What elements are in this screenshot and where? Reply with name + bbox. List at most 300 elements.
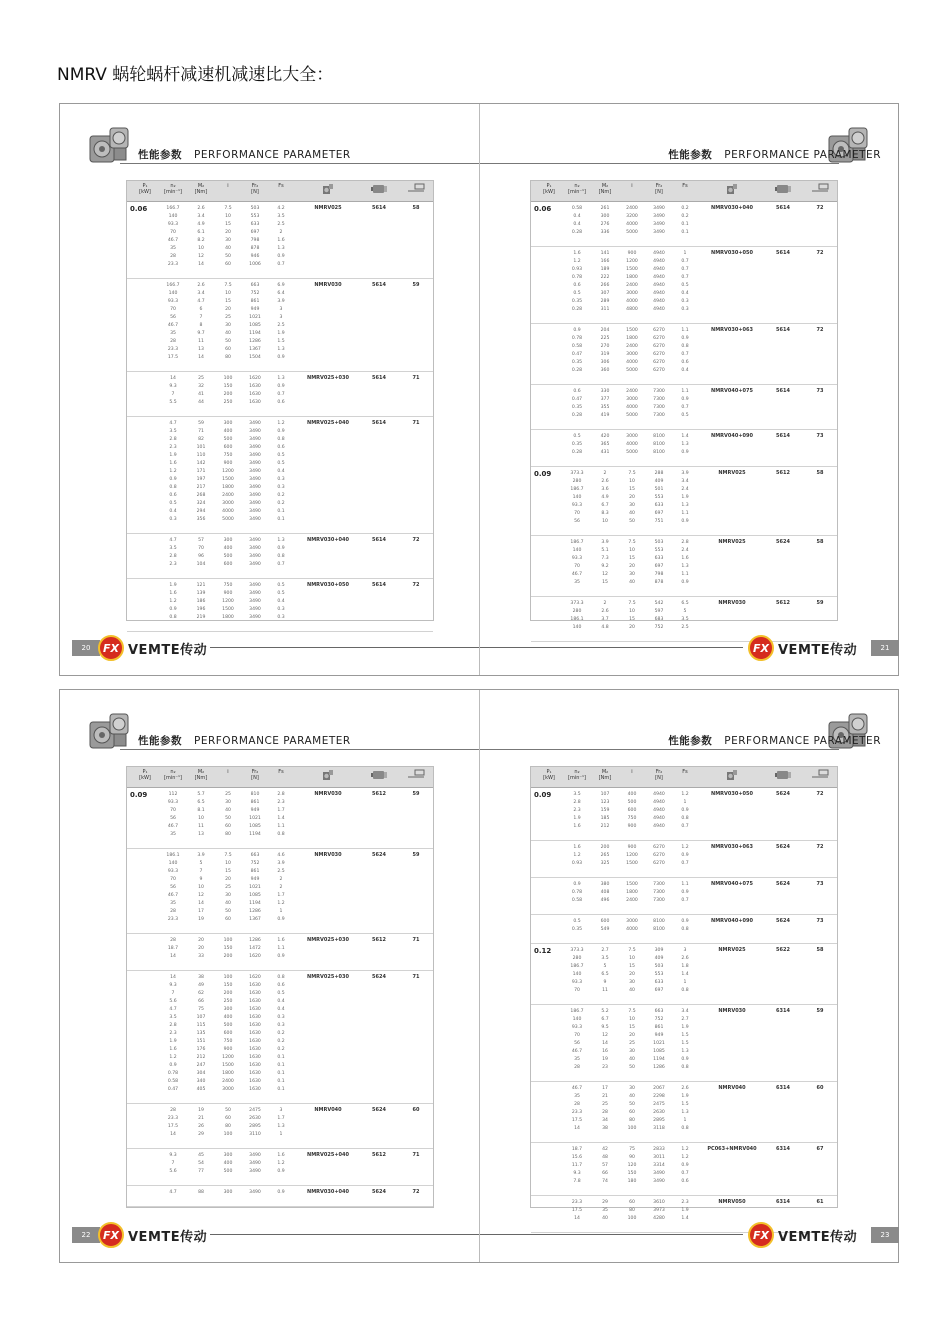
table-cell: 20 [629,625,635,630]
table-header [531,181,837,202]
table-cell: 140 [572,1017,582,1022]
table-cell: 900 [223,1047,233,1052]
table-cell: 1 [683,800,687,805]
table-cell: 1021 [249,315,261,320]
table-row [127,1046,433,1054]
table-cell: 23 [602,1065,608,1070]
table-cell: 355 [600,405,610,410]
table-row [127,290,433,298]
table-cell: 1500 [626,267,638,272]
column-header-unit: [min⁻¹] [164,775,182,781]
table-cell: 171 [196,469,206,474]
table-cell: 5000 [626,413,638,418]
motor-code: 5624 [372,852,386,858]
table-cell: 4940 [653,816,665,821]
table-cell: 431 [600,450,610,455]
table-cell: 74 [602,1179,608,1184]
table-cell: 861 [654,1025,664,1030]
table-cell: 40 [225,331,231,336]
table-row [531,1101,837,1109]
table-cell: 14 [198,901,204,906]
table-row [531,282,837,290]
table-cell: 0.1 [681,230,689,235]
table-cell: 8.1 [197,808,205,813]
table-cell: 7300 [653,882,665,887]
table-cell: 752 [250,861,260,866]
table-cell: 9 [199,877,203,882]
model-name: NMRV025 [718,470,746,476]
table-row [127,892,433,900]
table-cell: 219 [196,615,206,620]
table-cell: 3.5 [277,214,285,219]
table-group [531,385,837,430]
table-cell: 1630 [249,1055,261,1060]
table-group [127,279,433,372]
table-cell: 1 [683,1118,687,1123]
table-row [531,486,837,494]
table-cell: 1 [279,909,283,914]
table-row [531,579,837,587]
performance-table [530,180,838,630]
document-title: NMRV 蜗轮蜗杆减速机减速比大全： [57,65,334,85]
column-header-unit: [N] [251,189,259,195]
motor-code: 5614 [776,327,790,333]
table-cell: 3314 [653,1163,665,1168]
table-row [127,314,433,322]
table-cell: 8.2 [197,238,205,243]
page-reference: 73 [816,388,824,394]
motor-code: 5624 [776,881,790,887]
table-cell: 46.7 [167,238,179,243]
table-cell: 0.28 [571,230,583,235]
table-cell: 60 [629,1200,635,1205]
table-cell: 0.93 [571,267,583,272]
table-cell: 17.5 [167,355,179,360]
column-header [269,769,293,775]
table-row [127,1006,433,1014]
table-cell: 6.9 [277,283,285,288]
table-row [127,815,433,823]
power-value: 0.09 [130,791,148,799]
table-cell: 8 [199,323,203,328]
column-header [769,183,797,195]
table-cell: 25 [198,376,204,381]
table-cell: 15 [629,487,635,492]
table-cell: 140 [572,972,582,977]
table-cell: 2 [603,601,607,606]
table-cell: 798 [654,572,664,577]
table-cell: 15 [225,299,231,304]
table-cell: 1500 [626,882,638,887]
table-cell: 28 [170,254,176,259]
table-cell: 25 [225,315,231,320]
column-header [365,769,393,781]
page-reference: 58 [816,470,824,476]
table-cell: 4.7 [169,1190,177,1195]
table-row [531,213,837,221]
column-header-symbol: i [631,769,633,775]
group-rows [127,582,433,622]
table-row [127,860,433,868]
table-cell: 14 [170,376,176,381]
group-rows [531,539,837,587]
table-cell: 2.6 [601,479,609,484]
table-cell: 0.28 [571,307,583,312]
group-rows [127,420,433,524]
table-cell: 1.6 [169,1047,177,1052]
table-cell: 17.5 [167,1124,179,1129]
table-row [127,823,433,831]
page-reference: 72 [412,1189,420,1195]
table-cell: 14 [170,975,176,980]
table-cell: 123 [600,800,610,805]
table-cell: 9.7 [197,331,205,336]
column-header [593,769,617,781]
table-row [531,889,837,897]
motor-code: 5624 [372,1189,386,1195]
table-row [127,460,433,468]
table-cell: 96 [198,554,204,559]
page-reference: 59 [816,600,824,606]
table-cell: 57 [602,1163,608,1168]
table-cell: 0.9 [681,397,689,402]
table-cell: 4940 [653,299,665,304]
table-cell: 2298 [653,1094,665,1099]
table-cell: 7.5 [628,1009,636,1014]
column-header-symbol: Fs [682,183,688,189]
table-cell: 1.9 [681,1025,689,1030]
table-cell: 1.1 [681,882,689,887]
table-cell: 18.7 [167,946,179,951]
table-row [127,1131,433,1139]
table-row [127,468,433,476]
table-cell: 2.3 [681,1200,689,1205]
table-cell: 151 [196,1039,206,1044]
table-cell: 1.3 [277,347,285,352]
group-rows [127,974,433,1094]
table-cell: 23.3 [167,917,179,922]
column-header-symbol: n₂ [574,183,580,189]
column-header-symbol: Fr₂ [251,183,259,189]
table-cell: 93.3 [167,299,179,304]
table-cell: 4000 [626,222,638,227]
table-cell: 186.7 [570,1009,584,1014]
column-header-symbol: n₂ [170,183,176,189]
table-cell: 2400 [222,1079,234,1084]
table-cell: 7 [199,869,203,874]
table-cell: 3118 [653,1126,665,1131]
motor-code: 6314 [776,1085,790,1091]
gearbox-icon [701,183,763,195]
column-header-symbol: M₂ [601,183,609,189]
table-cell: 0.78 [571,336,583,341]
table-cell: 6270 [653,368,665,373]
table-group [127,788,433,849]
gearbox-icon [701,769,763,781]
table-cell: 1286 [249,339,261,344]
table-cell: 28 [170,909,176,914]
table-row [127,908,433,916]
motor-code: 5614 [776,433,790,439]
footer-rule [210,1234,479,1235]
motor-code: 6314 [776,1008,790,1014]
column-header-symbol: n₂ [574,769,580,775]
gearbox-illustration-icon [86,708,132,752]
brand-logo [748,635,857,661]
table-cell: 861 [250,800,260,805]
performance-table [530,766,838,1221]
table-cell: 1286 [653,1065,665,1070]
table-row [127,1054,433,1062]
table-cell: 1630 [249,1079,261,1084]
table-cell: 0.4 [681,291,689,296]
table-cell: 2.7 [681,1017,689,1022]
page-ref-icon [807,769,833,779]
table-cell: 20 [629,1033,635,1038]
table-cell: 6.1 [197,230,205,235]
table-cell: 3000 [626,434,638,439]
table-cell: 294 [196,509,206,514]
table-cell: 400 [223,1161,233,1166]
page-reference: 60 [816,1085,824,1091]
table-cell: 60 [225,1116,231,1121]
table-cell: 500 [223,1169,233,1174]
table-cell: 29 [602,1200,608,1205]
logo-mark: FX [98,635,124,661]
table-row [127,590,433,598]
table-row [531,963,837,971]
table-cell: 20 [629,495,635,500]
table-cell: 7300 [653,397,665,402]
table-cell: 6270 [653,360,665,365]
table-cell: 1.9 [681,495,689,500]
table-cell: 186 [196,599,206,604]
table-cell: 20 [629,564,635,569]
table-row [127,253,433,261]
table-cell: 10 [629,1017,635,1022]
column-header [537,183,561,195]
table-group [531,944,837,1005]
column-header-unit: [Nm] [194,189,208,195]
table-cell: 4000 [626,360,638,365]
table-cell: 3490 [249,538,261,543]
table-cell: 4280 [653,1216,665,1221]
column-header [243,183,267,195]
table-cell: 0.78 [571,275,583,280]
column-header [769,769,797,781]
table-cell: 196 [196,607,206,612]
table-cell: 2067 [653,1086,665,1091]
table-cell: 306 [600,360,610,365]
table-cell: 93.3 [167,222,179,227]
brand-name: VEMTE传动 [778,1229,858,1245]
table-cell: 0.9 [681,580,689,585]
table-row [127,436,433,444]
table-cell: 400 [223,429,233,434]
table-cell: 46.7 [167,893,179,898]
table-cell: 0.8 [681,1065,689,1070]
table-row [127,1123,433,1131]
table-cell: 0.35 [571,299,583,304]
table-cell: 280 [572,956,582,961]
gearbox-icon [297,769,359,781]
table-row [531,298,837,306]
table-cell: 166.7 [166,206,180,211]
column-header [673,183,697,189]
table-cell: 40 [225,246,231,251]
table-row [127,476,433,484]
table-cell: 1.3 [277,1124,285,1129]
table-cell: 11.7 [571,1163,583,1168]
table-cell: 3 [279,1108,283,1113]
table-cell: 270 [600,344,610,349]
table-cell: 4940 [653,267,665,272]
page-ref-icon [403,183,429,193]
table-cell: 1200 [626,259,638,264]
table-cell: 1200 [626,853,638,858]
table-cell: 304 [196,1071,206,1076]
table-cell: 1085 [653,1049,665,1054]
table-cell: 0.4 [573,214,581,219]
table-cell: 3490 [249,562,261,567]
table-cell: 30 [629,1086,635,1091]
table-cell: 900 [223,591,233,596]
motor-code: 5612 [372,937,386,943]
table-group [531,1005,837,1082]
table-cell: 19 [198,917,204,922]
table-cell: 0.9 [169,477,177,482]
table-cell: 50 [225,339,231,344]
table-cell: 1630 [249,1063,261,1068]
table-cell: 38 [198,975,204,980]
table-cell: 3490 [249,517,261,522]
table-cell: 0.3 [169,517,177,522]
table-cell: 35 [602,1208,608,1213]
page-ref-icon [403,769,429,779]
page-reference: 58 [816,539,824,545]
table-cell: 553 [654,972,664,977]
table-cell: 697 [250,230,260,235]
page-reference: 72 [816,844,824,850]
table-cell: 18.7 [571,1147,583,1152]
page-reference: 71 [412,1152,420,1158]
motor-icon [769,769,797,781]
table-cell: 0.7 [277,392,285,397]
table-cell: 46.7 [571,1049,583,1054]
table-cell: 225 [600,336,610,341]
table-cell: 10 [629,548,635,553]
column-header-symbol: Fs [278,183,284,189]
table-cell: 2 [279,230,283,235]
table-cell: 0.9 [681,336,689,341]
table-row [127,383,433,391]
column-header [189,183,213,195]
header-rule [120,749,479,750]
motor-code: 5612 [776,470,790,476]
table-cell: 0.7 [681,898,689,903]
table-row [127,916,433,924]
table-cell: 6270 [653,853,665,858]
table-cell: 1.2 [169,469,177,474]
table-cell: 1194 [653,1057,665,1062]
table-cell: 7 [171,1161,175,1166]
table-cell: 861 [250,869,260,874]
footer-rule [480,1234,743,1235]
table-cell: 28 [170,938,176,943]
table-cell: 1.4 [277,816,285,821]
table-cell: 1.1 [277,946,285,951]
table-group [127,1104,433,1149]
table-row [531,1125,837,1133]
motor-code: 5614 [372,537,386,543]
table-cell: 900 [627,824,637,829]
table-cell: 15 [629,617,635,622]
table-cell: 3110 [249,1132,261,1137]
table-cell: 1.3 [681,503,689,508]
column-header [133,769,157,781]
table-cell: 0.8 [277,437,285,442]
table-row [127,213,433,221]
table-group [531,467,837,536]
model-name: NMRV030+063 [711,844,753,850]
table-cell: 4.6 [277,853,285,858]
table-cell: 3.6 [601,487,609,492]
table-cell: 93.3 [167,800,179,805]
table-cell: 40 [629,511,635,516]
column-header [189,769,213,781]
table-cell: 280 [572,479,582,484]
table-cell: 60 [225,824,231,829]
table-cell: 0.9 [573,328,581,333]
table-cell: 30 [629,503,635,508]
table-row [127,516,433,524]
table-cell: 3.9 [681,471,689,476]
table-cell: 1.3 [681,442,689,447]
table-cell: 0.2 [277,493,285,498]
table-cell: 1.3 [681,1110,689,1115]
table-cell: 496 [600,898,610,903]
table-cell: 23.3 [167,262,179,267]
table-cell: 0.9 [169,1063,177,1068]
table-cell: 4000 [626,299,638,304]
table-cell: 750 [223,583,233,588]
table-cell: 1.4 [681,972,689,977]
table-group [531,247,837,324]
table-cell: 180 [627,1179,637,1184]
header-rule [120,163,479,164]
table-cell: 861 [250,299,260,304]
table-row [127,330,433,338]
table-cell: 0.9 [681,890,689,895]
model-name: NMRV040+090 [711,918,753,924]
table-row [127,452,433,460]
table-group [531,202,837,247]
table-cell: 35 [574,580,580,585]
table-cell: 100 [223,376,233,381]
column-header [593,183,617,195]
table-cell: 75 [629,1147,635,1152]
table-cell: 0.5 [277,461,285,466]
power-value: 0.09 [534,791,552,799]
table-cell: 553 [654,548,664,553]
table-cell: 0.1 [277,1087,285,1092]
group-rows [531,1085,837,1133]
table-cell: 4000 [626,405,638,410]
table-cell: 93.3 [571,503,583,508]
table-cell: 189 [600,267,610,272]
table-row [127,1168,433,1176]
table-cell: 0.35 [571,360,583,365]
